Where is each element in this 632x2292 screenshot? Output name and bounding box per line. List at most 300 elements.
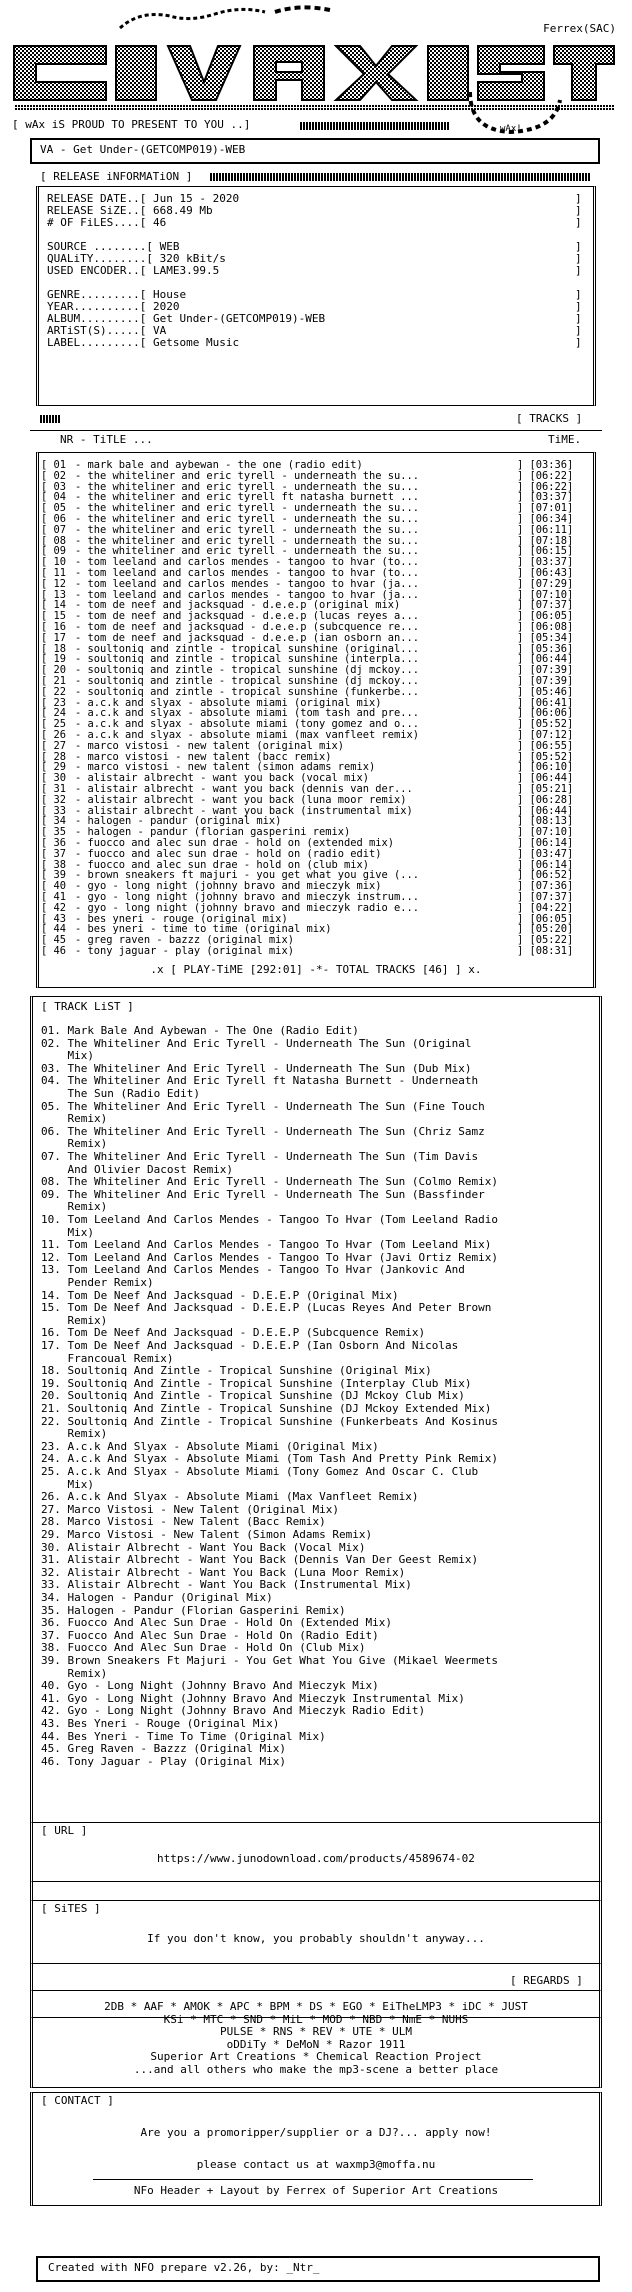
track-duration: ] [06:22] [517,469,574,482]
release-field-label: RELEASE SiZE..[ [47,204,153,217]
track-list-line: 09. The Whiteliner And Eric Tyrell - Underneath The Sun (Bassfinder [41,1187,485,1201]
track-row [41,815,601,826]
track-duration: ] [06:05] [517,912,574,925]
track-title: - marco vistosi - new talent (original mix) [75,739,344,752]
track-title: - alistair albrecht - want you back (luna moor remix) [75,793,407,806]
release-field [47,264,582,277]
logo-tag: wAx! [500,124,522,134]
track-duration: ] [06:06] [517,707,574,720]
track-number: [ 25 [41,718,67,731]
heading-bar-left [40,415,60,423]
track-duration: ] [05:34] [517,631,574,644]
layout-credit: NFo Header + Layout by Ferrex of Superior Art Creations [133,2184,499,2197]
track-title: - soultoniq and zintle - tropical sunshine (dj mckoy... [75,664,420,677]
track-row [41,535,601,546]
track-number: [ 26 [41,729,67,741]
track-list-line: 21. Soultoniq And Zintle - Tropical Sunshine (DJ Mckoy Extended Mix) [41,1402,492,1415]
track-duration: ] [05:52] [517,750,574,763]
footer-box [36,2256,600,2282]
track-title: - tom de neef and jacksquad - d.e.e.p (subcquence re... [75,621,420,633]
track-number: [ 37 [41,847,67,860]
release-info-heading: [ RELEASE iNFORMATiON ] [40,170,193,183]
track-title: - soultoniq and zintle - tropical sunshine (funkerbe... [75,685,420,698]
track-row [41,718,601,729]
track-list-line: 32. Alistair Albrecht - Want You Back (Luna Moor Remix) [41,1565,406,1579]
track-number: [ 44 [41,923,67,936]
tracks-summary: .x [ PLAY-TiME [292:01] -*- TOTAL TRACKS [46] ] x. [150,963,482,976]
track-number: [ 40 [41,880,67,893]
release-title: VA - Get Under-(GETCOMP019)-WEB [40,143,246,156]
release-field-value: Getsome Music [152,336,240,349]
divider [93,2179,533,2180]
track-list-line: Remix) [41,1137,108,1151]
track-duration: ] [06:08] [517,621,574,633]
track-duration: ] [06:15] [517,545,574,558]
track-title: - marco vistosi - new talent (bacc remix) [75,750,332,763]
created-with: Created with NFO prepare v2.26, by: _Ntr_ [48,2261,320,2274]
release-field-label: GENRE.........[ [47,288,153,301]
track-list-line: 11. Tom Leeland And Carlos Mendes - Tangoo To Hvar (Tom Leeland Mix) [41,1238,492,1252]
release-field-bracket: ] [575,336,582,349]
track-duration: ] [06:14] [517,858,574,871]
track-number: [ 03 [41,480,67,493]
track-title: - tony jaguar - play (original mix) [75,945,294,957]
track-list-line: 28. Marco Vistosi - New Talent (Bacc Remix) [41,1515,326,1529]
track-number: [ 24 [41,707,67,720]
track-duration: ] [04:22] [517,901,574,914]
track-title: - alistair albrecht - want you back (instrumental mix) [75,804,413,817]
nfo-credit: Ferrex(SAC) [543,22,616,35]
release-field-value: Get Under-(GETCOMP019)-WEB [152,312,326,325]
track-duration: ] [06:14] [517,837,574,849]
track-duration: ] [07:29] [517,577,574,590]
track-number: [ 43 [41,912,67,925]
track-list-line: 29. Marco Vistosi - New Talent (Simon Adams Remix) [41,1528,373,1541]
track-row [41,470,601,481]
track-row [41,772,601,783]
track-title: - tom de neef and jacksquad - d.e.e.p (ian osborn an... [75,631,420,644]
track-duration: ] [07:12] [517,729,574,741]
release-field-label: LABEL.........[ [47,336,153,349]
track-list-line: 35. Halogen - Pandur (Florian Gasperini Remix) [41,1603,346,1617]
track-duration: ] [05:36] [517,642,574,655]
track-list-line: 24. A.c.k And Slyax - Absolute Miami (Tom Tash And Pretty Pink Remix) [41,1452,498,1466]
track-title: - alistair albrecht - want you back (vocal mix) [75,772,370,785]
track-duration: ] [05:20] [517,923,574,936]
track-row [41,491,601,502]
url-heading: [ URL ] [41,1824,88,1837]
track-title: - fuocco and alec sun drae - hold on (radio edit) [75,847,382,860]
track-duration: ] [05:21] [517,783,574,795]
track-number: [ 16 [41,621,67,633]
track-list-line: Mix) [41,1477,94,1491]
track-duration: ] [03:47] [517,847,574,860]
track-title: - halogen - pandur (florian gasperini remix) [75,826,351,839]
track-list-line: 18. Soultoniq And Zintle - Tropical Sunshine (Original Mix) [41,1364,432,1378]
release-field-label: YEAR..........[ [47,300,153,313]
track-number: [ 45 [41,934,67,947]
track-list-line: 43. Bes Yneri - Rouge (Original Mix) [41,1717,280,1730]
track-number: [ 11 [41,567,67,579]
track-row [41,664,601,675]
regards-line: KSi * MTC * SND * MiL * MOD * NBD * NmE * NUHS [163,2012,469,2026]
contact-email[interactable]: please contact us at waxmp3@moffa.nu [196,2158,436,2171]
track-duration: ] [07:37] [517,891,574,903]
track-duration: ] [07:39] [517,664,574,677]
track-row [41,826,601,837]
track-number: [ 29 [41,761,67,774]
track-number: [ 18 [41,642,67,655]
track-list-line: 37. Fuocco And Alec Sun Drae - Hold On (Radio Edit) [41,1628,379,1642]
sites-heading: [ SiTES ] [41,1902,101,1915]
track-list-line: 44. Bes Yneri - Time To Time (Original Mix) [41,1729,326,1743]
release-field-value: 46 [152,216,167,229]
track-duration: ] [06:34] [517,513,574,525]
release-field-label: USED ENCODER..[ [47,264,153,277]
track-number: [ 12 [41,577,67,590]
track-number: [ 02 [41,469,67,482]
track-row [41,761,601,772]
track-row [41,481,601,492]
track-list-line: 42. Gyo - Long Night (Johnny Bravo And Mieczyk Radio Edit) [41,1704,426,1718]
release-field-value: WEB [159,240,180,253]
track-list-line: 14. Tom De Neef And Jacksquad - D.E.E.P (Original Mix) [41,1288,399,1302]
release-field-label: ALBUM.........[ [47,312,153,325]
track-number: [ 28 [41,750,67,763]
track-list-line: 39. Brown Sneakers Ft Majuri - You Get What You Give (Mikael Weermets [41,1654,498,1667]
track-number: [ 17 [41,631,67,644]
track-number: [ 42 [41,901,67,914]
track-title: - marco vistosi - new talent (simon adams remix) [75,761,376,774]
track-list-line: Remix) [41,1666,108,1680]
track-row [41,599,601,610]
track-list-line: 45. Greg Raven - Bazzz (Original Mix) [41,1742,287,1756]
track-title: - soultoniq and zintle - tropical sunshine (original... [75,642,420,655]
tracks-panel [36,452,596,988]
track-list-line: 08. The Whiteliner And Eric Tyrell - Underneath The Sun (Colmo Remix) [41,1175,498,1189]
regards-line: ...and all others who make the mp3-scene a better place [133,2062,499,2076]
track-title: - tom leeland and carlos mendes - tangoo to hvar (ja... [75,588,420,601]
tracks-col-header [0,434,632,448]
track-row [41,545,601,556]
track-row [41,578,601,589]
track-number: [ 05 [41,502,67,515]
track-row [41,707,601,718]
regards-panel [30,1990,602,2088]
release-field-bracket: ] [575,204,582,217]
track-list-line: Remix) [41,1200,108,1214]
proud-line-bar [300,122,450,130]
track-list-line: 26. A.c.k And Slyax - Absolute Miami (Max Vanfleet Remix) [41,1490,419,1504]
track-list-line: 40. Gyo - Long Night (Johnny Bravo And Mieczyk Mix) [41,1679,379,1693]
track-row [41,653,601,664]
track-row [41,923,601,934]
track-title: - bes yneri - rouge (original mix) [75,912,288,925]
track-row [41,621,601,632]
track-title: - tom leeland and carlos mendes - tangoo to hvar (to... [75,556,420,569]
track-list-line: 15. Tom De Neef And Jacksquad - D.E.E.P (Lucas Reyes And Peter Brown [41,1301,492,1315]
track-duration: ] [06:05] [517,610,574,623]
track-row [41,643,601,654]
track-title: - greg raven - bazzz (original mix) [75,934,294,947]
release-field-label: SOURCE ........[ [47,240,160,253]
track-list-line: 02. The Whiteliner And Eric Tyrell - Underneath The Sun (Original [41,1036,472,1050]
track-number: [ 32 [41,793,67,806]
track-duration: ] [03:36] [517,459,574,471]
track-row [41,740,601,751]
track-row [41,686,601,697]
release-field-bracket: ] [575,288,582,301]
track-duration: ] [03:37] [517,556,574,569]
track-duration: ] [06:44] [517,653,574,666]
track-duration: ] [06:44] [517,772,574,785]
track-row [41,556,601,567]
track-title: - halogen - pandur (original mix) [75,815,282,828]
track-list-line: 10. Tom Leeland And Carlos Mendes - Tangoo To Hvar (Tom Leeland Radio [41,1213,498,1226]
track-title: - a.c.k and slyax - absolute miami (tony gomez and o... [75,718,420,731]
track-list-line: 41. Gyo - Long Night (Johnny Bravo And Mieczyk Instrumental Mix) [41,1691,465,1705]
track-duration: ] [05:22] [517,934,574,947]
contact-line-1: Are you a promoripper/supplier or a DJ?... apply now! [140,2126,492,2139]
release-info-panel [36,186,596,406]
release-field-value: LAME3.99.5 [152,264,220,277]
track-list-line: And Olivier Dacost Remix) [41,1162,234,1176]
track-list-line: 22. Soultoniq And Zintle - Tropical Sunshine (Funkerbeats And Kosinus [41,1414,498,1428]
track-list-line: 34. Halogen - Pandur (Original Mix) [41,1591,273,1604]
track-list-line: 07. The Whiteliner And Eric Tyrell - Underneath The Sun (Tim Davis [41,1150,479,1163]
track-title: - tom de neef and jacksquad - d.e.e.p (original mix) [75,599,401,612]
track-row [41,794,601,805]
track-number: [ 23 [41,696,67,709]
release-field-value: 320 kBit/s [159,252,226,265]
track-title: - tom leeland and carlos mendes - tangoo to hvar (ja... [75,577,420,590]
track-title: - a.c.k and slyax - absolute miami (tom tash and pre... [75,707,420,720]
release-field-bracket: ] [575,312,582,325]
track-row [41,459,601,470]
track-number: [ 20 [41,664,67,677]
track-list-line: 30. Alistair Albrecht - Want You Back (Vocal Mix) [41,1540,366,1554]
track-title: - the whiteliner and eric tyrell - underneath the su... [75,545,420,558]
release-field [47,336,582,349]
track-list-line: 12. Tom Leeland And Carlos Mendes - Tangoo To Hvar (Javi Ortiz Remix) [41,1250,498,1264]
track-row [41,610,601,621]
track-number: [ 46 [41,945,67,957]
track-number: [ 01 [41,459,67,471]
track-number: [ 34 [41,815,67,828]
track-title: - alistair albrecht - want you back (dennis van der... [75,783,413,795]
release-field-bracket: ] [575,264,582,277]
release-info-heading-row [30,170,602,184]
track-number: [ 33 [41,804,67,817]
track-row [41,869,601,880]
track-number: [ 30 [41,772,67,785]
track-row [41,805,601,816]
track-duration: ] [08:13] [517,815,574,828]
track-list-line: Remix) [41,1427,108,1441]
track-list-line: Mix) [41,1225,94,1239]
track-list-line: 27. Marco Vistosi - New Talent (Original Mix) [41,1502,340,1516]
track-number: [ 21 [41,675,67,687]
track-title: - soultoniq and zintle - tropical sunshine (dj mckoy... [75,675,420,687]
track-title: - the whiteliner and eric tyrell - underneath the su... [75,534,420,547]
track-row [41,524,601,535]
regards-line: Superior Art Creations * Chemical Reaction Project [150,2050,482,2063]
track-row [41,513,601,524]
track-number: [ 36 [41,837,67,849]
release-field-bracket: ] [575,192,582,205]
release-field-value: 668.49 Mb [152,204,213,217]
release-field-label: QUALiTY........[ [47,252,160,265]
track-title: - the whiteliner and eric tyrell ft natasha burnett ... [75,491,420,504]
track-number: [ 06 [41,513,67,525]
track-row [41,880,601,891]
track-number: [ 22 [41,685,67,698]
track-list-line: 38. Fuocco And Alec Sun Drae - Hold On (Club Mix) [41,1641,366,1655]
contact-panel [30,2092,602,2206]
track-list-line: Remix) [41,1112,108,1126]
track-row [41,783,601,794]
track-list-line: 31. Alistair Albrecht - Want You Back (Dennis Van Der Geest Remix) [41,1553,479,1567]
track-number: [ 09 [41,545,67,558]
track-title: - gyo - long night (johnny bravo and mieczyk mix) [75,880,382,893]
track-title: - tom de neef and jacksquad - d.e.e.p (lucas reyes a... [75,610,420,623]
track-row [41,567,601,578]
track-duration: ] [06:28] [517,793,574,806]
track-title: - gyo - long night (johnny bravo and mieczyk instrum... [75,891,420,903]
proud-line: [ wAx iS PROUD TO PRESENT TO YOU ..] [12,118,251,131]
track-number: [ 19 [41,653,67,666]
track-title: - the whiteliner and eric tyrell - underneath the su... [75,469,420,482]
release-field-bracket: ] [575,300,582,313]
track-list-line: 13. Tom Leeland And Carlos Mendes - Tangoo To Hvar (Jankovic And [41,1263,465,1277]
track-duration: ] [07:37] [517,599,574,612]
track-number: [ 15 [41,610,67,623]
track-row [41,697,601,708]
release-field-value: House [152,288,187,301]
regards-line: oDDiTy * DeMoN * Razor 1911 [226,2037,406,2051]
track-list-line: Mix) [41,1049,94,1063]
track-duration: ] [05:52] [517,718,574,731]
release-field-bracket: ] [575,324,582,337]
track-duration: ] [07:36] [517,880,574,893]
release-field [47,216,582,229]
url-panel [30,1822,602,1882]
regards-line: PULSE * RNS * REV * UTE * ULM [219,2025,413,2038]
sites-text: If you don't know, you probably shouldn't anyway... [147,1932,485,1945]
track-list-line: Pender Remix) [41,1276,154,1289]
col-time: TiME. [548,433,582,446]
track-number: [ 38 [41,858,67,871]
track-row [41,502,601,513]
track-row [41,751,601,762]
track-number: [ 04 [41,491,67,504]
track-duration: ] [03:37] [517,491,574,504]
track-number: [ 39 [41,869,67,882]
track-row [41,589,601,600]
release-field-label: ARTiST(S).....[ [47,324,153,337]
track-title: - fuocco and alec sun drae - hold on (club mix) [75,858,370,871]
track-number: [ 27 [41,739,67,752]
track-duration: ] [06:44] [517,804,574,817]
track-list-line: 05. The Whiteliner And Eric Tyrell - Underneath The Sun (Fine Touch [41,1099,485,1113]
track-row [41,632,601,643]
track-duration: ] [06:43] [517,567,574,579]
track-duration: ] [07:01] [517,502,574,515]
track-list-line: 01. Mark Bale And Aybewan - The One (Radio Edit) [41,1024,359,1037]
track-list-line: 06. The Whiteliner And Eric Tyrell - Underneath The Sun (Chriz Samz [41,1124,485,1138]
url-link[interactable]: https://www.junodownload.com/products/4589674-02 [157,1852,475,1865]
track-list-line: 03. The Whiteliner And Eric Tyrell - Underneath The Sun (Dub Mix) [41,1061,472,1075]
track-title: - fuocco and alec sun drae - hold on (extended mix) [75,837,395,849]
track-list-line: Remix) [41,1313,108,1327]
track-list-line: 19. Soultoniq And Zintle - Tropical Sunshine (Interplay Club Mix) [41,1376,472,1390]
track-number: [ 07 [41,523,67,536]
track-title: - the whiteliner and eric tyrell - underneath the su... [75,502,420,515]
regards-heading-row [30,1974,602,1988]
track-row [41,837,601,848]
track-row [41,902,601,913]
track-duration: ] [06:55] [517,739,574,752]
release-title-box [30,138,600,164]
track-list-line: Francoual Remix) [41,1351,174,1365]
track-row [41,729,601,740]
track-duration: ] [07:10] [517,588,574,601]
track-number: [ 13 [41,588,67,601]
track-list-line: 25. A.c.k And Slyax - Absolute Miami (Tony Gomez And Oscar C. Club [41,1465,479,1478]
track-list-line: The Sun (Radio Edit) [41,1087,200,1100]
track-title: - brown sneakers ft majuri - you get what you give (... [75,869,420,882]
track-list-line: 20. Soultoniq And Zintle - Tropical Sunshine (DJ Mckoy Club Mix) [41,1389,465,1403]
track-row [41,859,601,870]
track-title: - mark bale and aybewan - the one (radio edit) [75,459,363,471]
track-title: - bes yneri - time to time (original mix) [75,923,332,936]
track-title: - tom leeland and carlos mendes - tangoo to hvar (to... [75,567,420,579]
track-number: [ 31 [41,783,67,795]
track-title: - soultoniq and zintle - tropical sunshine (interpla... [75,653,420,666]
track-title: - the whiteliner and eric tyrell - underneath the su... [75,523,420,536]
track-duration: ] [07:10] [517,826,574,839]
track-row [41,891,601,902]
track-duration: ] [06:22] [517,480,574,493]
track-duration: ] [05:46] [517,685,574,698]
track-duration: ] [07:39] [517,675,574,687]
track-list-line: 46. Tony Jaguar - Play (Original Mix) [41,1754,287,1768]
release-field-bracket: ] [575,240,582,253]
track-duration: ] [06:52] [517,869,574,882]
track-number: [ 14 [41,599,67,612]
track-list-line: 23. A.c.k And Slyax - Absolute Miami (Original Mix) [41,1439,379,1453]
release-field-value: VA [152,324,167,337]
track-number: [ 41 [41,891,67,903]
release-field-label: # OF FiLES....[ [47,216,153,229]
track-title: - gyo - long night (johnny bravo and mieczyk radio e... [75,901,420,914]
track-title: - the whiteliner and eric tyrell - underneath the su... [75,480,420,493]
track-number: [ 10 [41,556,67,569]
track-row [41,934,601,945]
track-duration: ] [07:18] [517,534,574,547]
heading-bar [210,173,590,181]
regards-heading: [ REGARDS ] [510,1974,583,1987]
track-list-line: 36. Fuocco And Alec Sun Drae - Hold On (Extended Mix) [41,1616,392,1630]
track-list-line: 33. Alistair Albrecht - Want You Back (Instrumental Mix) [41,1578,412,1592]
track-duration: ] [06:10] [517,761,574,774]
contact-heading: [ CONTACT ] [41,2094,114,2107]
tracks-heading-row [30,412,602,426]
track-duration: ] [06:41] [517,696,574,709]
regards-line: 2DB * AAF * AMOK * APC * BPM * DS * EGO * EiTheLMP3 * iDC * JUST [104,2000,528,2013]
track-title: - a.c.k and slyax - absolute miami (original mix) [75,696,382,709]
release-field-value: 2020 [152,300,180,313]
